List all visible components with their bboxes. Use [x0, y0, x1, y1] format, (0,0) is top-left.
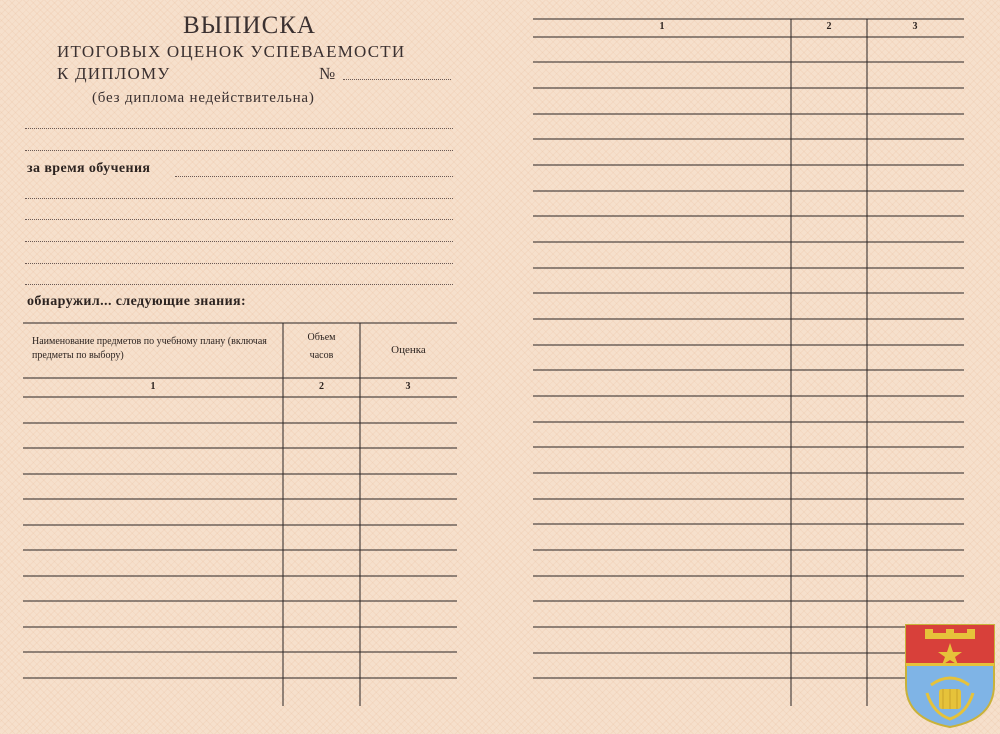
subtitle-line1: ИТОГОВЫХ ОЦЕНОК УСПЕВАЕМОСТИ: [57, 42, 406, 61]
left-column-number-3: 3: [405, 381, 411, 392]
header-hours-line1: Объем: [307, 332, 336, 343]
header-hours-line2: часов: [309, 350, 334, 361]
right-column-number-1: 1: [659, 21, 665, 32]
page-title: ВЫПИСКА: [183, 12, 316, 39]
validity-note: (без диплома недействительна): [92, 90, 315, 106]
header-grade: Оценка: [391, 344, 426, 356]
subtitle-line2: К ДИПЛОМУ: [57, 64, 171, 83]
study-period-label: за время обучения: [27, 161, 151, 176]
city-coat-of-arms-icon: [903, 623, 997, 729]
left-column-number-1: 1: [150, 381, 156, 392]
header-subject: Наименование предметов по учебному плану (включая предметы по выбору): [32, 336, 267, 361]
right-column-number-3: 3: [912, 21, 918, 32]
number-sign: №: [319, 64, 336, 83]
left-column-number-2: 2: [319, 381, 324, 392]
knowledge-label: обнаружил... следующие знания:: [27, 294, 247, 309]
right-column-number-2: 2: [826, 21, 832, 32]
